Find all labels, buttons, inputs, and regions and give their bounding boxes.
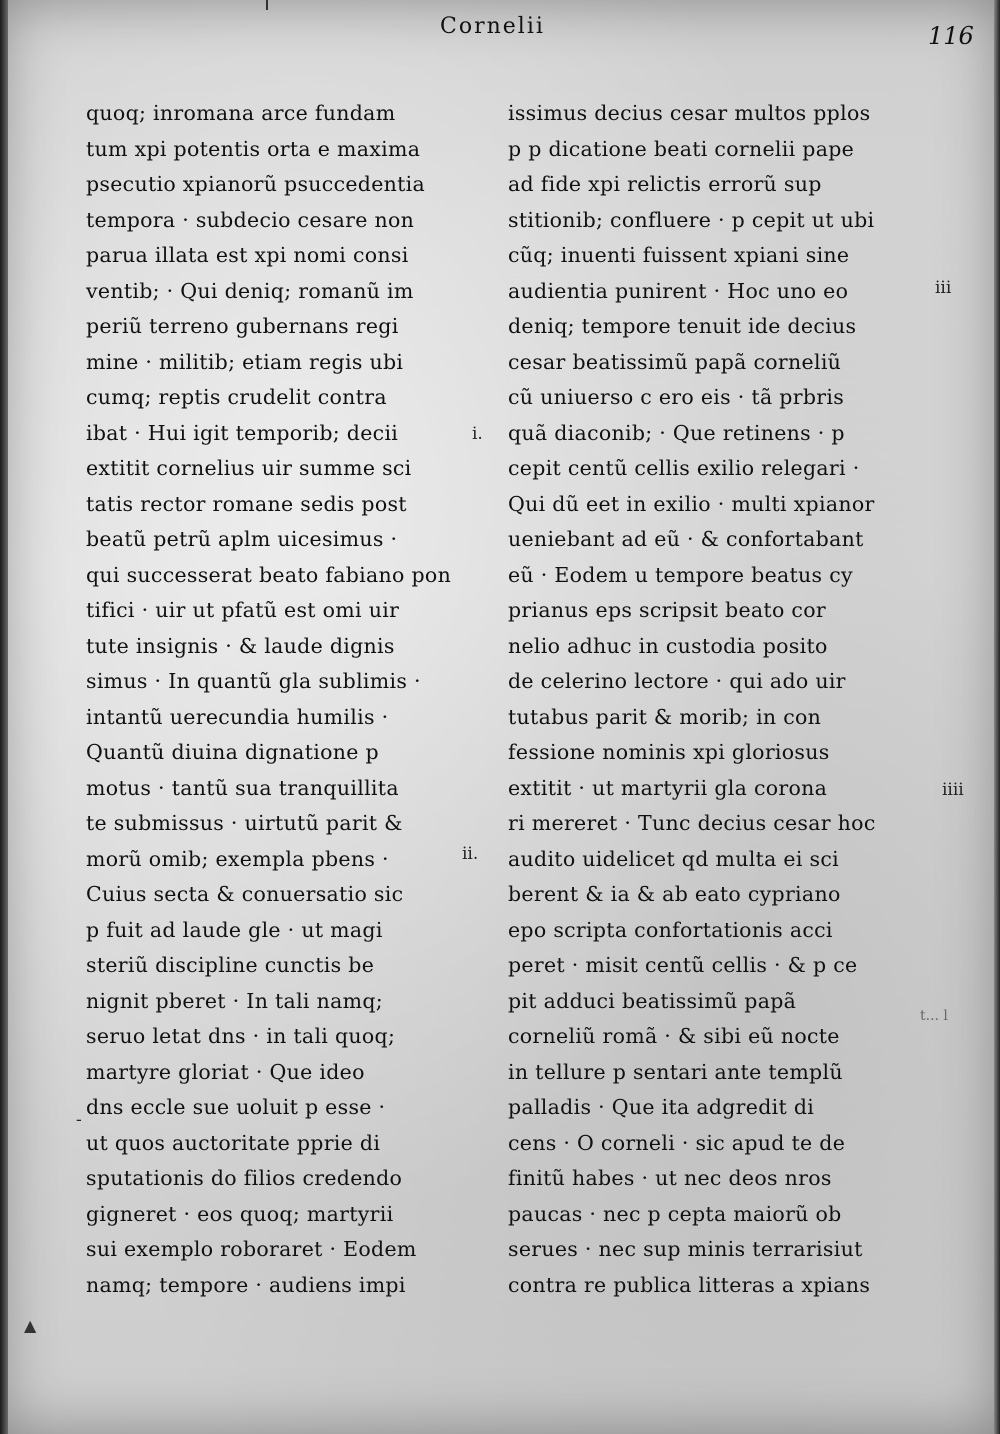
left-column-line: cumq; reptis crudelit contra: [86, 385, 387, 409]
page-right-edge: [994, 0, 1000, 1434]
right-column-line: contra re publica litteras a xpians: [508, 1272, 871, 1297]
right-column-line: tutabus parit & morib; in con: [508, 704, 822, 729]
right-column-line: quã diaconib; · Que retinens · p: [508, 420, 845, 445]
margin-numeral-iii: iii: [935, 278, 952, 298]
left-column-line: psecutio xpianorũ psuccedentia: [86, 172, 426, 196]
left-column-line: simus · In quantũ gla sublimis ·: [86, 669, 421, 693]
margin-faint-note: t... l: [920, 1008, 948, 1024]
right-column-line: ueniebant ad eũ · & confortabant: [508, 527, 864, 551]
right-column-line: finitũ habes · ut nec deos nros: [508, 1166, 832, 1190]
right-column-line: ri mereret · Tunc decius cesar hoc: [508, 811, 876, 835]
left-column-line: intantũ uerecundia humilis ·: [86, 704, 389, 729]
folio-number: 116: [928, 22, 974, 50]
left-column-line: Quantũ diuina dignatione p: [86, 740, 379, 764]
right-column-line: eũ · Eodem u tempore beatus cy: [508, 562, 853, 587]
left-column-line: motus · tantũ sua tranquillita: [86, 775, 399, 800]
left-column-line: martyre gloriat · Que ideo: [86, 1059, 365, 1084]
left-column-line: te submissus · uirtutũ parit &: [86, 811, 403, 835]
right-column-line: stitionib; confluere · p cepit ut ubi: [508, 207, 875, 232]
left-column-line: tum xpi potentis orta e maxima: [86, 136, 421, 161]
left-column-line: periũ terreno gubernans regi: [86, 314, 399, 338]
left-column-line: mine · militib; etiam regis ubi: [86, 349, 404, 374]
left-column-line: steriũ discipline cunctis be: [86, 953, 375, 977]
right-column-line: cesar beatissimũ papã corneliũ: [508, 349, 842, 374]
left-column-line: namq; tempore · audiens impi: [86, 1272, 406, 1297]
right-column-line: extitit · ut martyrii gla corona: [508, 775, 828, 800]
left-column-line: beatũ petrũ aplm uicesimus ·: [86, 527, 398, 551]
right-column-line: audito uidelicet qd multa ei sci: [508, 846, 839, 871]
right-column-line: in tellure p sentari ante templũ: [508, 1059, 843, 1084]
right-column-line: fessione nominis xpi gloriosus: [508, 740, 830, 764]
right-column-line: corneliũ romã · & sibi eũ nocte: [508, 1024, 840, 1048]
left-column-line: ventib; · Qui deniq; romanũ im: [86, 278, 414, 303]
right-text-column: [508, 96, 928, 1303]
right-column-line: paucas · nec p cepta maiorũ ob: [508, 1201, 842, 1226]
right-column-line: audientia punirent · Hoc uno eo: [508, 278, 849, 303]
right-column-line: serues · nec sup minis terrarisiut: [508, 1237, 863, 1261]
right-column-line: prianus eps scripsit beato cor: [508, 598, 826, 622]
right-column-line: cens · O corneli · sic apud te de: [508, 1130, 846, 1155]
right-column-line: cũq; inuenti fuissent xpiani sine: [508, 243, 850, 267]
left-column-line: sputationis do filios credendo: [86, 1166, 403, 1190]
right-column-line: palladis · Que ita adgredit di: [508, 1095, 815, 1119]
left-column-line: tute insignis · & laude dignis: [86, 633, 395, 658]
top-mark: [266, 0, 268, 10]
right-column-line: epo scripta confortationis acci: [508, 917, 833, 942]
right-column-line: ad fide xpi relictis errorũ sup: [508, 172, 822, 196]
left-column-line: ut quos auctoritate pprie di: [86, 1130, 381, 1155]
margin-dash-mark: -: [76, 1110, 82, 1130]
right-column-line: de celerino lectore · qui ado uir: [508, 669, 846, 693]
left-column-line: tatis rector romane sedis post: [86, 491, 407, 516]
margin-numeral-ii: ii.: [462, 844, 479, 864]
left-column-line: qui successerat beato fabiano pon: [86, 562, 452, 587]
margin-numeral-i: i.: [472, 424, 483, 444]
bottom-corner-mark: ▲: [24, 1316, 37, 1335]
left-column-line: dns eccle sue uoluit p esse ·: [86, 1095, 386, 1119]
left-column-line: ibat · Hui igit temporib; decii: [86, 420, 399, 445]
left-column-line: tifici · uir ut pfatũ est omi uir: [86, 598, 400, 622]
left-column-line: seruo letat dns · in tali quoq;: [86, 1024, 396, 1048]
page-left-edge: [0, 0, 8, 1434]
running-title: Cornelii: [440, 14, 545, 39]
right-column-line: berent & ia & ab eato cypriano: [508, 882, 841, 906]
right-column-line: pit adduci beatissimũ papã: [508, 988, 797, 1013]
left-column-line: parua illata est xpi nomi consi: [86, 243, 409, 267]
left-column-line: quoq; inromana arce fundam: [86, 101, 396, 125]
left-column-line: nignit pberet · In tali namq;: [86, 988, 383, 1013]
left-column-line: sui exemplo roboraret · Eodem: [86, 1237, 417, 1261]
left-column-line: Cuius secta & conuersatio sic: [86, 882, 404, 906]
right-column-line: p p dicatione beati cornelii pape: [508, 136, 855, 161]
right-column-line: Qui dũ eet in exilio · multi xpianor: [508, 491, 875, 516]
left-text-column: [86, 96, 486, 1303]
left-column-line: gigneret · eos quoq; martyrii: [86, 1201, 394, 1226]
right-column-line: deniq; tempore tenuit ide decius: [508, 314, 857, 338]
left-column-line: extitit cornelius uir summe sci: [86, 456, 412, 480]
right-column-line: issimus decius cesar multos pplos: [508, 101, 871, 125]
right-column-line: nelio adhuc in custodia posito: [508, 633, 828, 658]
left-column-line: tempora · subdecio cesare non: [86, 207, 415, 232]
left-column-line: morũ omib; exempla pbens ·: [86, 846, 389, 871]
right-column-line: peret · misit centũ cellis · & p ce: [508, 953, 858, 977]
margin-numeral-iiii: iiii: [942, 780, 964, 800]
right-column-line: cũ uniuerso c ero eis · tã prbris: [508, 385, 845, 409]
right-column-line: cepit centũ cellis exilio relegari ·: [508, 456, 860, 480]
left-column-line: p fuit ad laude gle · ut magi: [86, 917, 383, 942]
